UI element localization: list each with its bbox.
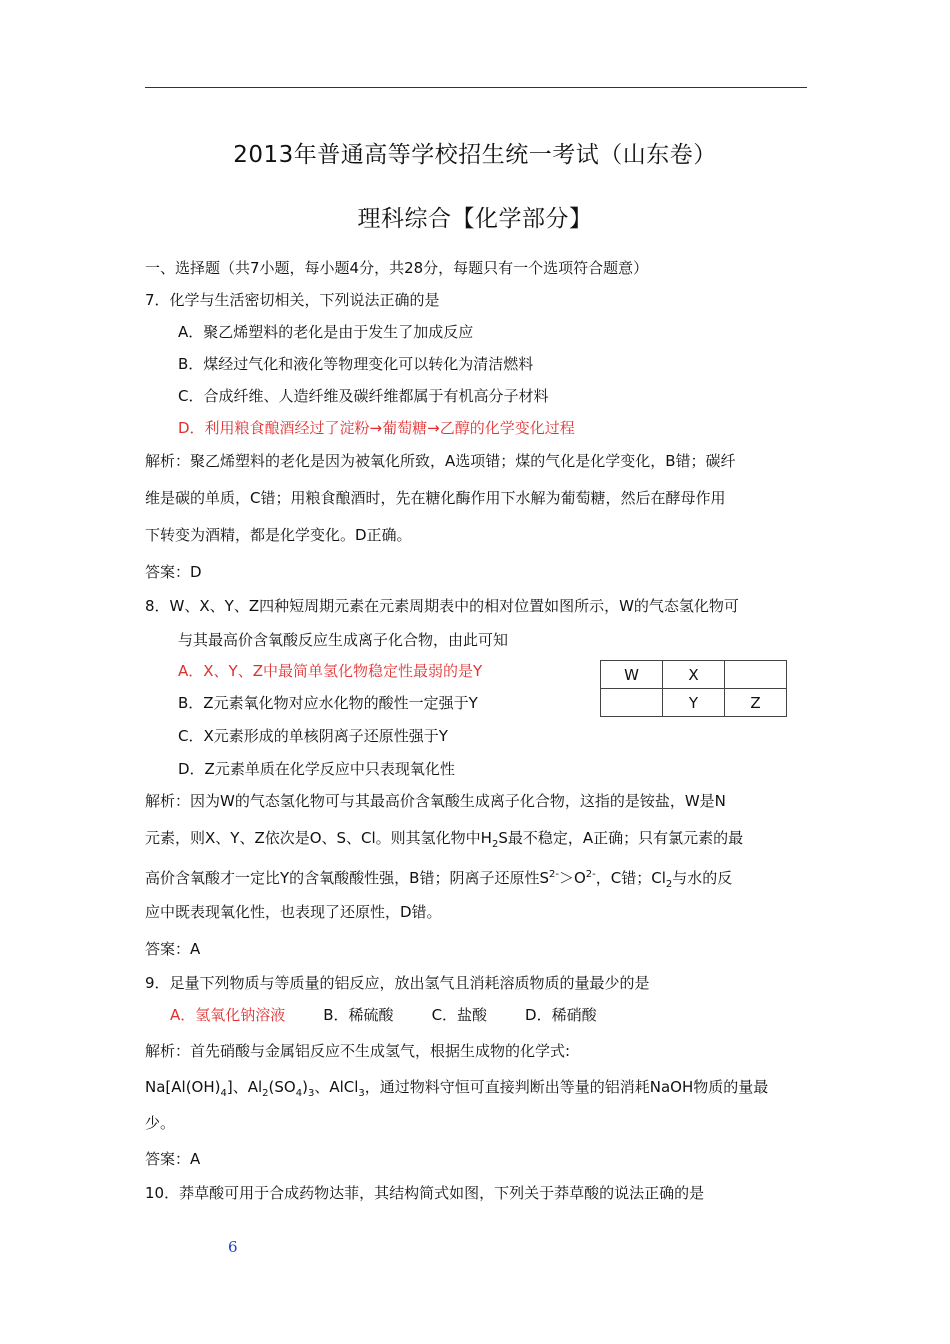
q8-stem-1: 8．W、X、Y、Z四种短周期元素在元素周期表中的相对位置如图所示，W的气态氢化物可 bbox=[145, 597, 739, 615]
q8-analysis-4: 应中既表现氧化性，也表现了还原性，D错。 bbox=[145, 903, 442, 921]
q8-analysis-3: 高价含氧酸才一定比Y的含氧酸酸性强，B错；阴离子还原性$S^{2-}>O^{2-}$，C错；$Cl_2$与水的反 bbox=[145, 869, 733, 890]
q10-stem: 10．莽草酸可用于合成药物达菲，其结构简式如图，下列关于莽草酸的说法正确的是 bbox=[145, 1184, 705, 1202]
q9-option-b: B．稀硫酸 bbox=[323, 1006, 394, 1024]
q8-analysis-1: 解析：因为W的气态氢化物可与其最高价含氧酸生成离子化合物，这指的是铵盐，W是N bbox=[145, 792, 726, 810]
q7-option-d: D．利用粮食酿酒经过了淀粉→葡萄糖→乙醇的化学变化过程 bbox=[178, 419, 575, 437]
header-rule bbox=[145, 87, 807, 88]
periodic-table-fragment bbox=[600, 660, 787, 717]
table-cell bbox=[725, 661, 787, 689]
q9-option-a: A．氢氧化钠溶液 bbox=[170, 1006, 286, 1024]
q8-option-a: A．X、Y、Z中最简单氢化物稳定性最弱的是Y bbox=[178, 662, 483, 680]
q7-analysis-2: 维是碳的单质，C错；用粮食酿酒时，先在糖化酶作用下水解为葡萄糖，然后在酵母作用 bbox=[145, 489, 726, 507]
q9-option-d: D．稀硝酸 bbox=[525, 1006, 597, 1024]
table-cell bbox=[601, 689, 663, 717]
q7-option-c: C．合成纤维、人造纤维及碳纤维都属于有机高分子材料 bbox=[178, 387, 549, 405]
page-subtitle: 理科综合【化学部分】 bbox=[357, 206, 593, 232]
q8-option-d: D．Z元素单质在化学反应中只表现氧化性 bbox=[178, 760, 455, 778]
section-heading: 一、选择题（共7小题，每小题4分，共28分，每题只有一个选项符合题意） bbox=[145, 259, 649, 277]
q9-analysis-2: $Na[Al(OH)_4]$、$Al_2(SO_4)_3$、AlCl$_3$，通过物料守恒可直接判断出等量的铝消耗NaOH物质的量最 bbox=[145, 1078, 769, 1099]
table-cell: W bbox=[601, 661, 663, 689]
q9-stem: 9．足量下列物质与等质量的铝反应，放出氢气且消耗溶质物质的量最少的是 bbox=[145, 974, 650, 992]
table-cell: Z bbox=[725, 689, 787, 717]
q7-stem: 7．化学与生活密切相关，下列说法正确的是 bbox=[145, 291, 440, 309]
q9-options bbox=[170, 1004, 635, 1026]
q7-option-b: B．煤经过气化和液化等物理变化可以转化为清洁燃料 bbox=[178, 355, 534, 373]
q8-answer: 答案：A bbox=[145, 940, 201, 958]
q8-stem-2: 与其最高价含氧酸反应生成离子化合物，由此可知 bbox=[178, 631, 509, 649]
q9-analysis-3: 少。 bbox=[145, 1114, 176, 1132]
q8-analysis-2: 元素，则X、Y、Z依次是O、S、Cl。则其氢化物中$H_2S$最不稳定，A正确；只有氯元素的最 bbox=[145, 829, 744, 850]
q7-analysis-1: 解析：聚乙烯塑料的老化是因为被氧化所致，A选项错；煤的气化是化学变化，B错；碳纤 bbox=[145, 452, 736, 470]
q9-option-c: C．盐酸 bbox=[431, 1006, 488, 1024]
q7-option-a: A．聚乙烯塑料的老化是由于发生了加成反应 bbox=[178, 323, 474, 341]
q8-option-c: C．X元素形成的单核阴离子还原性强于Y bbox=[178, 727, 448, 745]
q7-answer: 答案：D bbox=[145, 563, 202, 581]
page-title: 2013年普通高等学校招生统一考试（山东卷） bbox=[233, 142, 717, 168]
table-cell: Y bbox=[663, 689, 725, 717]
q7-analysis-3: 下转变为酒精，都是化学变化。D正确。 bbox=[145, 526, 412, 544]
q8-option-b: B．Z元素氧化物对应水化物的酸性一定强于Y bbox=[178, 694, 478, 712]
table-cell: X bbox=[663, 661, 725, 689]
q9-answer: 答案：A bbox=[145, 1150, 201, 1168]
page-number: 6 bbox=[228, 1238, 238, 1256]
q9-analysis-1: 解析：首先硝酸与金属铝反应不生成氢气，根据生成物的化学式: bbox=[145, 1042, 571, 1060]
